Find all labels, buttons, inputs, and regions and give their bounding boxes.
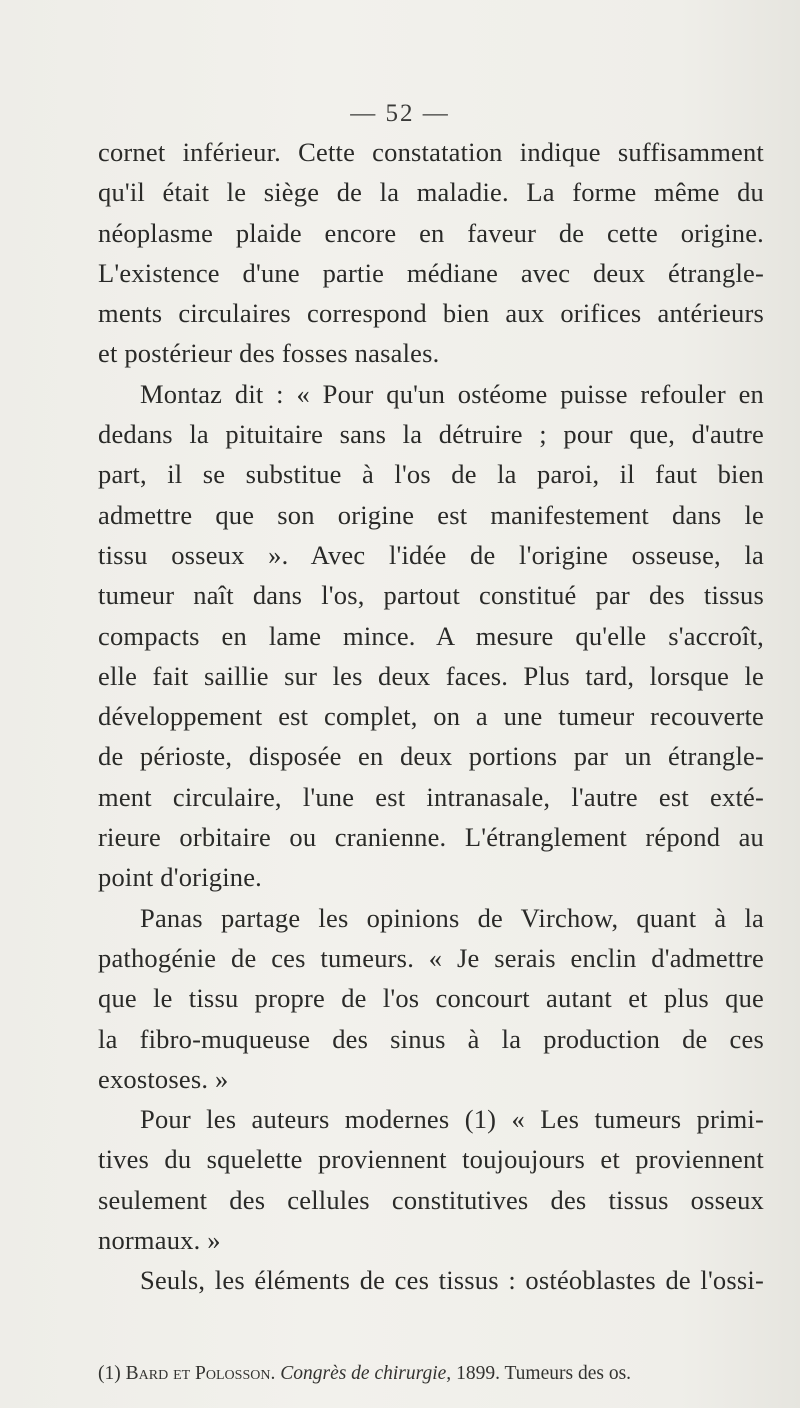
text-line: tumeur naît dans l'os, partout constitué par des tissus (98, 580, 764, 611)
page-number: — 52 — (350, 100, 450, 127)
text-line: la fibro-muqueuse des sinus à la production de ces (98, 1023, 764, 1054)
text-line: exostoses. » (98, 1063, 229, 1094)
footnote (98, 1363, 764, 1385)
text-line: elle fait saillie sur les deux faces. Plus tard, lorsque le (98, 660, 764, 691)
footnote-authors: Bard et Polosson. (125, 1363, 276, 1384)
text-line: développement est complet, on a une tumeur recouverte (98, 701, 764, 732)
text-line: qu'il était le siège de la maladie. La forme même du (98, 177, 764, 208)
text-line: que le tissu propre de l'os concourt autant et plus que (98, 983, 764, 1014)
text-line: tives du squelette proviennent toujoujours et proviennent (98, 1144, 764, 1175)
text-line: et postérieur des fosses nasales. (98, 338, 440, 369)
text-line: pathogénie de ces tumeurs. « Je serais enclin d'admettre (98, 942, 764, 973)
footnote-journal: Congrès de chirurgie, (280, 1363, 452, 1384)
text-line: seulement des cellules constitutives des tissus osseux (98, 1184, 764, 1215)
text-line: cornet inférieur. Cette constatation indique suffisamment (98, 137, 764, 167)
footnote-rest: 1899. Tumeurs des os. (456, 1363, 632, 1384)
text-line: rieure orbitaire ou cranienne. L'étranglement répond au (98, 822, 764, 853)
text-line: part, il se substitue à l'os de la paroi, il faut bien (98, 459, 764, 490)
text-line: Pour les auteurs modernes (1) « Les tumeurs primi- (140, 1104, 764, 1135)
text-line: néoplasme plaide encore en faveur de cette origine. (98, 217, 764, 248)
text-line: tissu osseux ». Avec l'idée de l'origine osseuse, la (98, 539, 764, 570)
text-line: ment circulaire, l'une est intranasale, l'autre est exté- (98, 781, 764, 812)
text-line: dedans la pituitaire sans la détruire ; pour que, d'autre (98, 419, 764, 450)
text-line: de périoste, disposée en deux portions par un étrangle- (98, 741, 764, 772)
text-line: Seuls, les éléments de ces tissus : ostéoblastes de l'ossi- (140, 1265, 764, 1296)
text-line: Montaz dit : « Pour qu'un ostéome puisse refouler en (140, 378, 764, 409)
text-line: Panas partage les opinions de Virchow, quant à la (140, 902, 764, 933)
text-line: point d'origine. (98, 862, 263, 893)
text-line: admettre que son origine est manifestement dans le (98, 499, 764, 530)
text-line: compacts en lame mince. A mesure qu'elle s'accroît, (98, 620, 764, 651)
text-line: L'existence d'une partie médiane avec deux étrangle- (98, 257, 764, 288)
text-line: normaux. » (98, 1225, 221, 1256)
body-text (98, 132, 764, 1301)
footnote-marker: (1) (98, 1363, 121, 1384)
text-line: ments circulaires correspond bien aux orifices antérieurs (98, 298, 764, 329)
